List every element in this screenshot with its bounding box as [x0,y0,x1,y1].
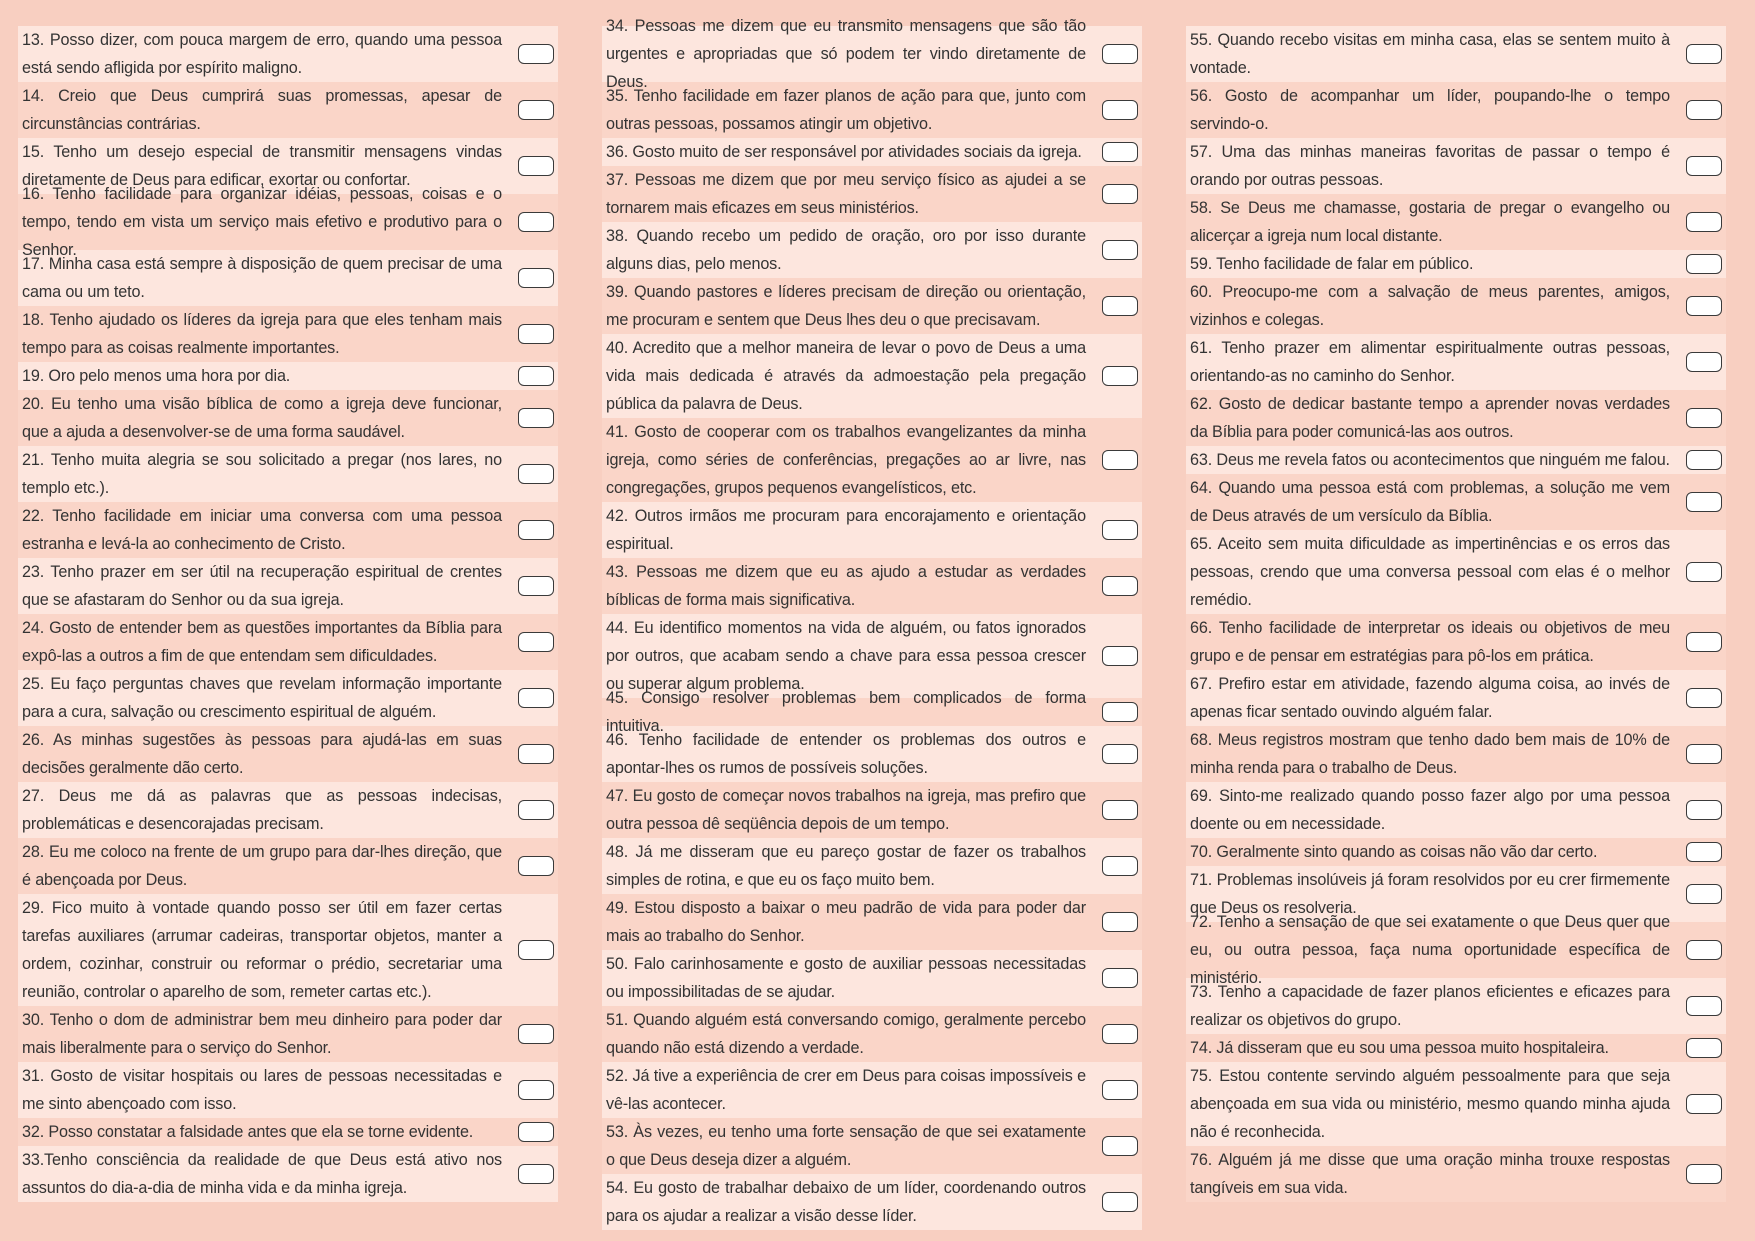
question-row [602,1174,1142,1230]
answer-checkbox[interactable] [1686,996,1722,1016]
questions-column-right [1186,26,1726,1202]
answer-checkbox[interactable] [1686,800,1722,820]
answer-checkbox[interactable] [1686,296,1722,316]
answer-checkbox[interactable] [1102,1024,1138,1044]
question-row [602,502,1142,558]
question-row [1186,390,1726,446]
question-row [1186,782,1726,838]
question-row [602,726,1142,782]
question-text: 19. Oro pelo menos uma hora por dia. [22,367,291,385]
answer-checkbox[interactable] [518,268,554,288]
question-text: 40. Acredito que a melhor maneira de levar o povo de Deus a uma vida mais dedicada é através da admoestação pela pregação pública da palavra de Deus. [606,339,1086,413]
question-row [18,1118,558,1146]
answer-checkbox[interactable] [518,576,554,596]
question-row [18,185,558,259]
answer-checkbox[interactable] [1102,646,1138,666]
answer-checkbox[interactable] [1102,100,1138,120]
answer-checkbox[interactable] [518,940,554,960]
question-row [18,558,558,614]
question-text: 59. Tenho facilidade de falar em público. [1190,255,1474,273]
question-text: 31. Gosto de visitar hospitais ou lares de pessoas necessitadas e me sinto abençoado com isso. [22,1067,502,1113]
answer-checkbox[interactable] [518,688,554,708]
answer-checkbox[interactable] [1102,1136,1138,1156]
question-row [602,1062,1142,1118]
question-text: 22. Tenho facilidade em iniciar uma conversa com uma pessoa estranha e levá-la ao conhecimento de Cristo. [22,507,502,553]
question-text: 56. Gosto de acompanhar um líder, poupando-lhe o tempo servindo-o. [1190,87,1670,133]
question-text: 38. Quando recebo um pedido de oração, oro por isso durante alguns dias, pelo menos. [606,227,1086,273]
answer-checkbox[interactable] [1102,450,1138,470]
question-text: 51. Quando alguém está conversando comigo, geralmente percebo quando não está dizendo a verdade. [606,1011,1086,1057]
answer-checkbox[interactable] [1686,632,1722,652]
question-text: 72. Tenho a sensação de que sei exatamente o que Deus quer que eu, ou outra pessoa, faça numa oportunidade específica de ministério. [1190,913,1670,987]
question-text: 15. Tenho um desejo especial de transmitir mensagens vindas diretamente de Deus para edificar, exortar ou confortar. [22,143,502,189]
question-row [1186,250,1726,278]
question-text: 32. Posso constatar a falsidade antes que ela se torne evidente. [22,1123,474,1141]
question-text: 42. Outros irmãos me procuram para encorajamento e orientação espiritual. [606,507,1086,553]
question-text: 46. Tenho facilidade de entender os problemas dos outros e apontar-lhes os rumos de possíveis soluções. [606,731,1086,777]
question-row [1186,334,1726,390]
question-row [602,418,1142,502]
question-text: 58. Se Deus me chamasse, gostaria de pregar o evangelho ou alicerçar a igreja num local distante. [1190,199,1670,245]
question-row [602,222,1142,278]
question-row [1186,138,1726,194]
question-row [1186,530,1726,614]
question-row [1186,474,1726,530]
question-row [602,138,1142,166]
answer-checkbox[interactable] [518,366,554,386]
answer-checkbox[interactable] [1686,940,1722,960]
question-text: 57. Uma das minhas maneiras favoritas de passar o tempo é orando por outras pessoas. [1190,143,1670,189]
answer-checkbox[interactable] [1686,254,1722,274]
answer-checkbox[interactable] [1686,884,1722,904]
question-row [602,166,1142,222]
question-text: 75. Estou contente servindo alguém pessoalmente para que seja abençoada em sua vida ou ministério, mesmo quando minha ajuda não é reconhecida. [1190,1067,1670,1141]
question-row [602,838,1142,894]
answer-checkbox[interactable] [518,1080,554,1100]
question-row [1186,978,1726,1034]
question-text: 29. Fico muito à vontade quando posso ser útil em fazer certas tarefas auxiliares (arrumar cadeiras, transportar objetos, manter a ordem, cozinhar, construir ou reformar o prédio, secretariar uma reunião, controlar o aparelho de som, remeter cartas etc.). [22,899,502,1001]
question-row [18,1006,558,1062]
question-row [1186,670,1726,726]
question-text: 64. Quando uma pessoa está com problemas, a solução me vem de Deus através de um versículo da Bíblia. [1190,479,1670,525]
question-row [1186,446,1726,474]
answer-checkbox[interactable] [1102,968,1138,988]
answer-checkbox[interactable] [518,520,554,540]
question-text: 44. Eu identifico momentos na vida de alguém, ou fatos ignorados por outros, que acabam sendo a chave para essa pessoa crescer ou superar algum problema. [606,619,1086,693]
question-row [18,1146,558,1202]
question-row [18,894,558,1006]
question-row [1186,726,1726,782]
answer-checkbox[interactable] [1102,520,1138,540]
answer-checkbox[interactable] [1686,352,1722,372]
answer-checkbox[interactable] [1686,44,1722,64]
question-row [602,334,1142,418]
question-text: 47. Eu gosto de começar novos trabalhos na igreja, mas prefiro que outra pessoa dê seqüência depois de um tempo. [606,787,1086,833]
answer-checkbox[interactable] [1102,576,1138,596]
question-text: 71. Problemas insolúveis já foram resolvidos por eu crer firmemente que Deus os resolveria. [1190,871,1670,917]
answer-checkbox[interactable] [1686,408,1722,428]
question-row [18,838,558,894]
question-text: 63. Deus me revela fatos ou acontecimentos que ninguém me falou. [1190,451,1670,469]
answer-checkbox[interactable] [1102,1080,1138,1100]
question-text: 53. Às vezes, eu tenho uma forte sensação de que sei exatamente o que Deus deseja dizer a alguém. [606,1123,1086,1169]
answer-checkbox[interactable] [1686,1164,1722,1184]
answer-checkbox[interactable] [518,744,554,764]
question-text: 25. Eu faço perguntas chaves que revelam informação importante para a cura, salvação ou crescimento espiritual de alguém. [22,675,502,721]
question-row [1186,1062,1726,1146]
question-text: 73. Tenho a capacidade de fazer planos eficientes e eficazes para realizar os objetivos do grupo. [1190,983,1670,1029]
question-text: 17. Minha casa está sempre à disposição de quem precisar de uma cama ou um teto. [22,255,502,301]
question-text: 34. Pessoas me dizem que eu transmito mensagens que são tão urgentes e apropriadas que só podem ter vindo diretamente de Deus. [606,17,1086,91]
question-row [602,1118,1142,1174]
question-text: 21. Tenho muita alegria se sou solicitado a pregar (nos lares, no templo etc.). [22,451,502,497]
answer-checkbox[interactable] [518,408,554,428]
question-row [1186,1034,1726,1062]
question-row [602,782,1142,838]
question-text: 66. Tenho facilidade de interpretar os ideais ou objetivos de meu grupo e de pensar em estratégias para pô-los em prática. [1190,619,1670,665]
question-row [1186,838,1726,866]
answer-checkbox[interactable] [1102,366,1138,386]
question-text: 28. Eu me coloco na frente de um grupo para dar-lhes direção, que é abençoada por Deus. [22,843,502,889]
question-text: 67. Prefiro estar em atividade, fazendo alguma coisa, ao invés de apenas ficar sentado ouvindo alguém falar. [1190,675,1670,721]
question-text: 69. Sinto-me realizado quando posso fazer algo por uma pessoa doente ou em necessidade. [1190,787,1670,833]
question-text: 23. Tenho prazer em ser útil na recuperação espiritual de crentes que se afastaram do Senhor ou da sua igreja. [22,563,502,609]
answer-checkbox[interactable] [518,324,554,344]
question-row [1186,913,1726,987]
answer-checkbox[interactable] [1686,688,1722,708]
questions-column-left [18,26,558,1202]
questions-column-middle [602,17,1142,1230]
answer-checkbox[interactable] [1686,212,1722,232]
question-row [18,250,558,306]
question-text: 43. Pessoas me dizem que eu as ajudo a estudar as verdades bíblicas de forma mais significativa. [606,563,1086,609]
answer-checkbox[interactable] [1686,492,1722,512]
question-text: 24. Gosto de entender bem as questões importantes da Bíblia para expô-las a outros a fim de que entendam sem dificuldades. [22,619,502,665]
question-text: 70. Geralmente sinto quando as coisas não vão dar certo. [1190,843,1598,861]
question-text: 39. Quando pastores e líderes precisam de direção ou orientação, me procuram e sentem que Deus lhes deu o que precisavam. [606,283,1086,329]
answer-checkbox[interactable] [518,156,554,176]
question-text: 76. Alguém já me disse que uma oração minha trouxe respostas tangíveis em sua vida. [1190,1151,1670,1197]
question-row [18,390,558,446]
answer-checkbox[interactable] [518,44,554,64]
question-row [18,670,558,726]
question-row [602,950,1142,1006]
answer-checkbox[interactable] [1686,1094,1722,1114]
answer-checkbox[interactable] [1686,100,1722,120]
question-row [1186,194,1726,250]
answer-checkbox[interactable] [1102,1192,1138,1212]
question-row [602,558,1142,614]
answer-checkbox[interactable] [1102,800,1138,820]
question-row [1186,26,1726,82]
question-row [18,726,558,782]
question-text: 62. Gosto de dedicar bastante tempo a aprender novas verdades da Bíblia para poder comunicá-las aos outros. [1190,395,1670,441]
question-row [18,82,558,138]
question-text: 49. Estou disposto a baixar o meu padrão de vida para poder dar mais ao trabalho do Senhor. [606,899,1086,945]
answer-checkbox[interactable] [1102,296,1138,316]
question-row [1186,278,1726,334]
answer-checkbox[interactable] [518,1024,554,1044]
answer-checkbox[interactable] [1102,744,1138,764]
answer-checkbox[interactable] [1102,240,1138,260]
question-text: 48. Já me disseram que eu pareço gostar de fazer os trabalhos simples de rotina, e que eu os faço muito bem. [606,843,1086,889]
question-text: 13. Posso dizer, com pouca margem de erro, quando uma pessoa está sendo afligida por espírito maligno. [22,31,502,77]
answer-checkbox[interactable] [1686,1038,1722,1058]
question-text: 65. Aceito sem muita dificuldade as impertinências e os erros das pessoas, crendo que uma conversa pessoal com elas é o melhor remédio. [1190,535,1670,609]
question-row [18,1062,558,1118]
question-row [18,782,558,838]
question-text: 20. Eu tenho uma visão bíblica de como a igreja deve funcionar, que a ajuda a desenvolver-se de uma forma saudável. [22,395,502,441]
question-row [602,689,1142,735]
answer-checkbox[interactable] [1102,44,1138,64]
question-row [18,446,558,502]
question-text: 54. Eu gosto de trabalhar debaixo de um líder, coordenando outros para os ajudar a realizar a visão desse líder. [606,1179,1086,1225]
answer-checkbox[interactable] [518,800,554,820]
question-text: 41. Gosto de cooperar com os trabalhos evangelizantes da minha igreja, como séries de conferências, pregações ao ar livre, nas congregações, grupos pequenos evangelísticos, etc. [606,423,1086,497]
question-text: 16. Tenho facilidade para organizar idéias, pessoas, coisas e o tempo, tendo em vista um serviço mais efetivo e produtivo para o Senhor. [22,185,502,259]
question-text: 74. Já disseram que eu sou uma pessoa muito hospitaleira. [1190,1039,1609,1057]
question-text: 18. Tenho ajudado os líderes da igreja para que eles tenham mais tempo para as coisas realmente importantes. [22,311,502,357]
question-text: 68. Meus registros mostram que tenho dado bem mais de 10% de minha renda para o trabalho de Deus. [1190,731,1670,777]
question-text: 14. Creio que Deus cumprirá suas promessas, apesar de circunstâncias contrárias. [22,87,502,133]
question-row [602,17,1142,91]
question-text: 36. Gosto muito de ser responsável por atividades sociais da igreja. [606,143,1082,161]
answer-checkbox[interactable] [518,1122,554,1142]
answer-checkbox[interactable] [518,464,554,484]
answer-checkbox[interactable] [518,1164,554,1184]
question-text: 60. Preocupo-me com a salvação de meus parentes, amigos, vizinhos e colegas. [1190,283,1670,329]
question-row [602,82,1142,138]
question-text: 45. Consigo resolver problemas bem complicados de forma intuitiva. [606,689,1086,735]
answer-checkbox[interactable] [1102,184,1138,204]
question-row [18,502,558,558]
question-row [602,1006,1142,1062]
question-row [18,362,558,390]
answer-checkbox[interactable] [518,856,554,876]
question-text: 30. Tenho o dom de administrar bem meu dinheiro para poder dar mais liberalmente para o serviço do Senhor. [22,1011,502,1057]
question-text: 61. Tenho prazer em alimentar espiritualmente outras pessoas, orientando-as no caminho do Senhor. [1190,339,1670,385]
answer-checkbox[interactable] [1686,842,1722,862]
question-row [602,894,1142,950]
answer-checkbox[interactable] [518,632,554,652]
question-row [602,278,1142,334]
question-text: 26. As minhas sugestões às pessoas para ajudá-las em suas decisões geralmente dão certo. [22,731,502,777]
answer-checkbox[interactable] [1102,912,1138,932]
question-text: 27. Deus me dá as palavras que as pessoas indecisas, problemáticas e desencorajadas precisam. [22,787,502,833]
answer-checkbox[interactable] [518,100,554,120]
question-text: 37. Pessoas me dizem que por meu serviço físico as ajudei a se tornarem mais eficazes em seus ministérios. [606,171,1086,217]
answer-checkbox[interactable] [1686,562,1722,582]
question-row [18,614,558,670]
question-row [1186,82,1726,138]
answer-checkbox[interactable] [1102,142,1138,162]
question-text: 35. Tenho facilidade em fazer planos de ação para que, junto com outras pessoas, possamos atingir um objetivo. [606,87,1086,133]
question-text: 33.Tenho consciência da realidade de que Deus está ativo nos assuntos do dia-a-dia de minha vida e da minha igreja. [22,1151,502,1197]
answer-checkbox[interactable] [1686,744,1722,764]
question-row [1186,614,1726,670]
answer-checkbox[interactable] [1102,702,1138,722]
answer-checkbox[interactable] [1686,156,1722,176]
answer-checkbox[interactable] [1686,450,1722,470]
answer-checkbox[interactable] [1102,856,1138,876]
question-text: 52. Já tive a experiência de crer em Deus para coisas impossíveis e vê-las acontecer. [606,1067,1086,1113]
answer-checkbox[interactable] [518,212,554,232]
question-row [1186,1146,1726,1202]
question-row [18,306,558,362]
question-row [18,26,558,82]
question-text: 50. Falo carinhosamente e gosto de auxiliar pessoas necessitadas ou impossibilitadas de se ajudar. [606,955,1086,1001]
question-text: 55. Quando recebo visitas em minha casa, elas se sentem muito à vontade. [1190,31,1670,77]
